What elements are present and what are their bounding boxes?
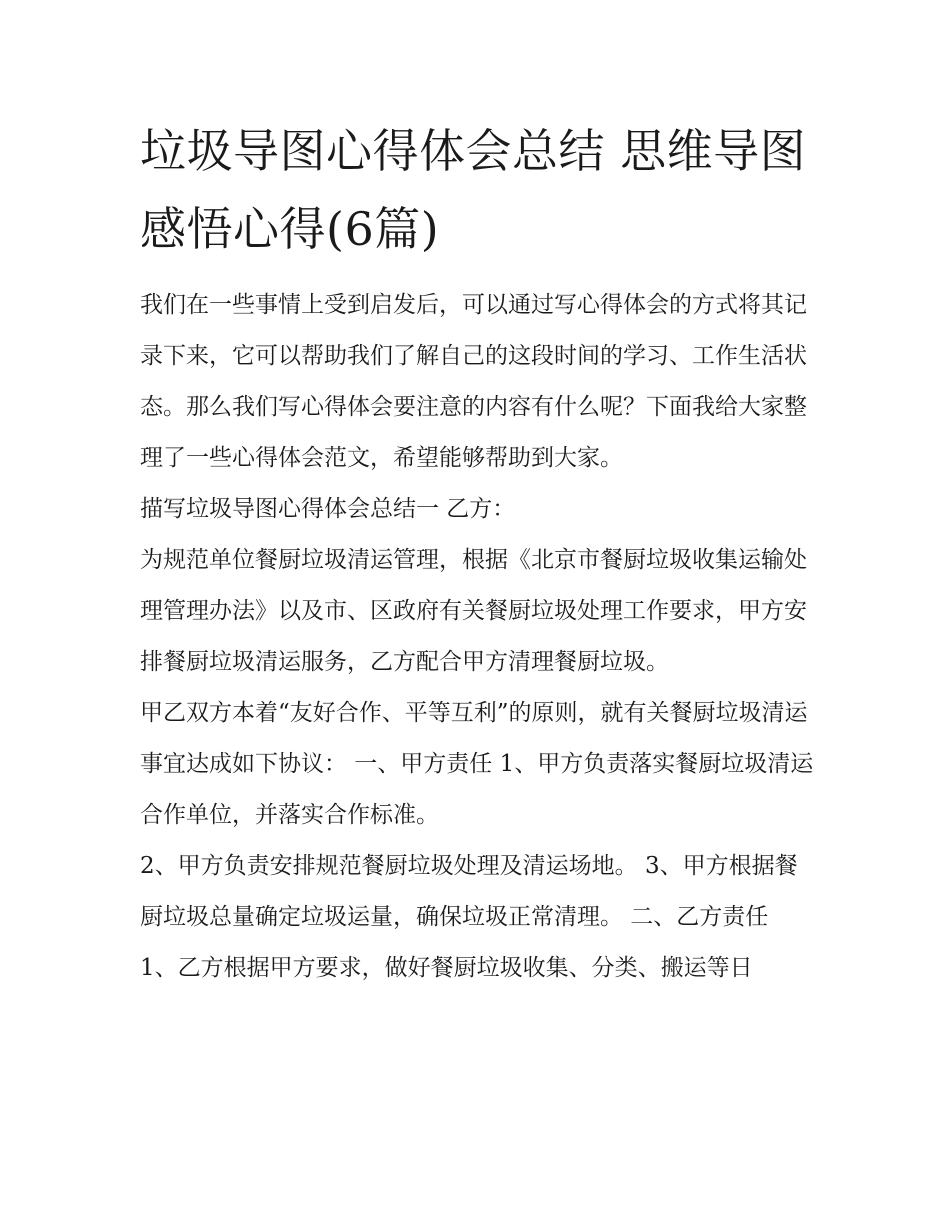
document-title: 垃圾导图心得体会总结 思维导图感悟心得(6篇) [140, 124, 807, 256]
paragraph-party-a-duties: 2、甲方负责安排规范餐厨垃圾处理及清运场地。 3、甲方根据餐厨垃圾总量确定垃圾运量，确保垃圾正常清理。 二、乙方责任 [140, 853, 798, 930]
paragraph-section-heading: 描写垃圾导图心得体会总结一 乙方： [140, 496, 516, 522]
paragraph-purpose: 为规范单位餐厨垃圾清运管理，根据《北京市餐厨垃圾收集运输处理管理办法》以及市、区政府有关餐厨垃圾处理工作要求，甲方安排餐厨垃圾清运服务，乙方配合甲方清理餐厨垃圾。 [140, 547, 807, 675]
paragraph-agreement: 甲乙双方本着“友好合作、平等互利”的原则，就有关餐厨垃圾清运事宜达成如下协议： 一、甲方责任 1、甲方负责落实餐厨垃圾清运合作单位，并落实合作标准。 [140, 700, 814, 828]
paragraph-intro: 我们在一些事情上受到启发后，可以通过写心得体会的方式将其记录下来，它可以帮助我们了解自己的这段时间的学习、工作生活状态。那么我们写心得体会要注意的内容有什么呢？下面我给大家整理了一些心得体会范文，希望能够帮助到大家。 [140, 292, 807, 471]
document-page [140, 112, 820, 994]
paragraph-party-b-duties: 1、乙方根据甲方要求，做好餐厨垃圾收集、分类、搬运等日 [140, 955, 753, 981]
